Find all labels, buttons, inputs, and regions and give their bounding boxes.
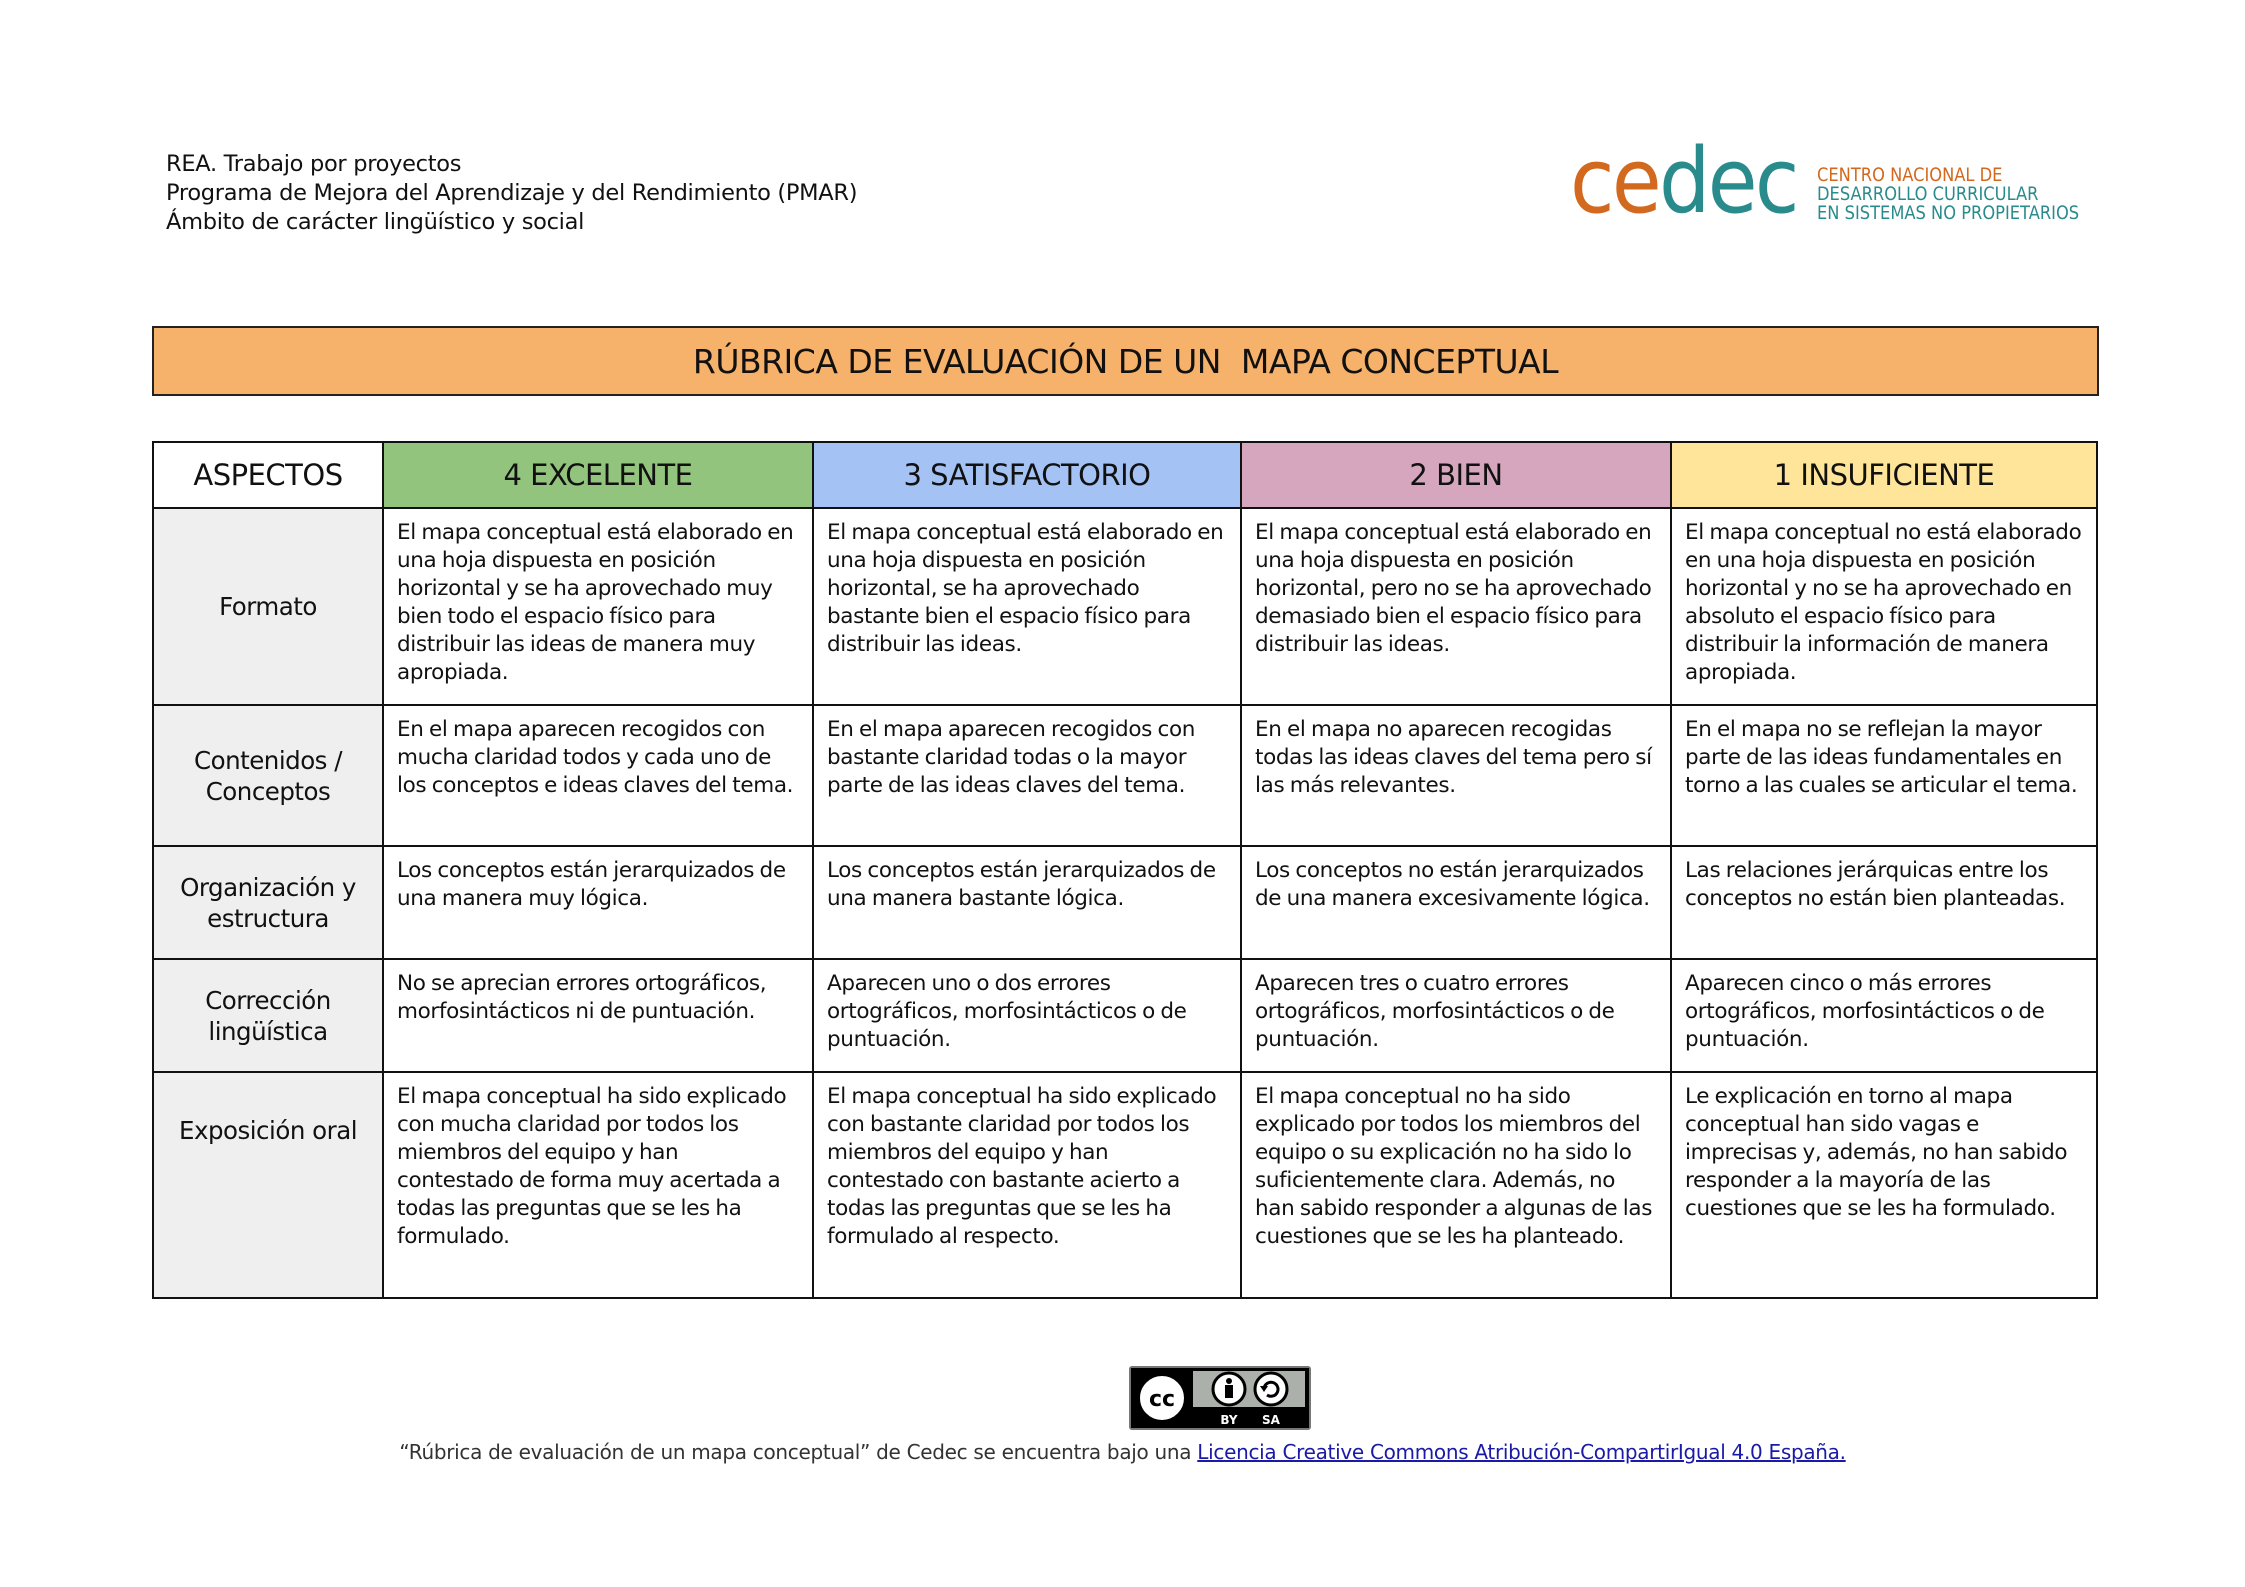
header-line-2: Programa de Mejora del Aprendizaje y del Rendimiento (PMAR) [166, 180, 858, 206]
aspect-correccion: Corrección lingüística [153, 959, 383, 1072]
table-cell: Los conceptos no están jerarquizados de una manera excesivamente lógica. [1241, 846, 1671, 959]
svg-text:cc: cc [1148, 1387, 1176, 1412]
title-banner [152, 326, 2099, 396]
header-line-3: Ámbito de carácter lingüístico y social [166, 209, 585, 235]
table-row [153, 846, 2097, 959]
header-satisfactorio: 3 SATISFACTORIO [813, 442, 1241, 508]
logo-line-1: CENTRO NACIONAL DE [1817, 165, 2003, 186]
logo-word-dec: dec [1658, 129, 1797, 234]
aspect-contenidos: Contenidos / Conceptos [153, 705, 383, 846]
share-alike-icon [1255, 1373, 1287, 1405]
table-row [153, 1072, 2097, 1298]
table-cell: El mapa conceptual ha sido explicado con bastante claridad por todos los miembros del equipo y han contestado con bastante acierto a todas las preguntas que se les ha formulado al respecto. [813, 1072, 1241, 1298]
table-cell: En el mapa aparecen recogidos con bastante claridad todas o la mayor parte de las ideas claves del tema. [813, 705, 1241, 846]
table-cell: Aparecen uno o dos errores ortográficos, morfosintácticos o de puntuación. [813, 959, 1241, 1072]
table-row [153, 959, 2097, 1072]
cc-by-label: BY [1220, 1413, 1238, 1427]
license-footer [0, 1440, 2245, 1464]
table-cell: Aparecen tres o cuatro errores ortográficos, morfosintácticos o de puntuación. [1241, 959, 1671, 1072]
table-cell: El mapa conceptual está elaborado en una hoja dispuesta en posición horizontal, se ha aprovechado bastante bien el espacio físico para distribuir las ideas. [813, 508, 1241, 705]
aspect-formato: Formato [153, 508, 383, 705]
logo-line-2: DESARROLLO CURRICULAR [1817, 184, 2039, 205]
page-title: RÚBRICA DE EVALUACIÓN DE UN MAPA CONCEPTUAL [692, 341, 1559, 381]
cc-icon [1138, 1374, 1186, 1422]
license-text: “Rúbrica de evaluación de un mapa conceptual” de Cedec se encuentra bajo una [399, 1440, 1192, 1464]
table-cell: El mapa conceptual ha sido explicado con mucha claridad por todos los miembros del equipo y han contestado de forma muy acertada a todas las preguntas que se les ha formulado. [383, 1072, 813, 1298]
table-row [153, 508, 2097, 705]
table-cell: En el mapa no aparecen recogidas todas las ideas claves del tema pero sí las más relevantes. [1241, 705, 1671, 846]
license-link[interactable]: Licencia Creative Commons Atribución-CompartirIgual 4.0 España. [1197, 1440, 1846, 1464]
rubric-table [152, 441, 2098, 1299]
header-bien: 2 BIEN [1241, 442, 1671, 508]
table-cell: El mapa conceptual está elaborado en una hoja dispuesta en posición horizontal, pero no se ha aprovechado demasiado bien el espacio físico para distribuir las ideas. [1241, 508, 1671, 705]
aspect-organizacion: Organización y estructura [153, 846, 383, 959]
table-header-row [153, 442, 2097, 508]
table-cell: El mapa conceptual no está elaborado en una hoja dispuesta en posición horizontal y no se ha aprovechado en absoluto el espacio físico para distribuir la información de manera apropiada. [1671, 508, 2097, 705]
table-cell: Aparecen cinco o más errores ortográficos, morfosintácticos o de puntuación. [1671, 959, 2097, 1072]
table-cell: No se aprecian errores ortográficos, morfosintácticos ni de puntuación. [383, 959, 813, 1072]
header-line-1: REA. Trabajo por proyectos [166, 151, 462, 177]
table-cell: Le explicación en torno al mapa conceptual han sido vagas e imprecisas y, además, no han sabido responder a la mayoría de las cuestiones que se les ha formulado. [1671, 1072, 2097, 1298]
header-excelente: 4 EXCELENTE [383, 442, 813, 508]
cc-sa-label: SA [1262, 1413, 1280, 1427]
logo-line-3: EN SISTEMAS NO PROPIETARIOS [1817, 203, 2080, 224]
document-header [166, 150, 857, 237]
table-row [153, 705, 2097, 846]
table-cell: En el mapa aparecen recogidos con mucha claridad todos y cada uno de los conceptos e ideas claves del tema. [383, 705, 813, 846]
attribution-icon [1213, 1373, 1245, 1405]
aspect-exposicion: Exposición oral [153, 1072, 383, 1298]
logo-word-ce: ce [1570, 129, 1659, 234]
header-aspectos: ASPECTOS [153, 442, 383, 508]
cedec-logo [1570, 129, 2100, 236]
table-cell: Las relaciones jerárquicas entre los conceptos no están bien planteadas. [1671, 846, 2097, 959]
table-cell: En el mapa no se reflejan la mayor parte de las ideas fundamentales en torno a las cuales se articular el tema. [1671, 705, 2097, 846]
table-cell: Los conceptos están jerarquizados de una manera muy lógica. [383, 846, 813, 959]
header-insuficiente: 1 INSUFICIENTE [1671, 442, 2097, 508]
cc-badge-graphic [1131, 1368, 1309, 1428]
cedec-logo-word [1570, 129, 1797, 234]
cedec-logo-subtitle [1817, 166, 2079, 223]
table-cell: El mapa conceptual no ha sido explicado por todos los miembros del equipo o su explicación no ha sido lo suficientemente clara. Además, no han sabido responder a algunas de las cuestiones que se les ha planteado. [1241, 1072, 1671, 1298]
table-cell: El mapa conceptual está elaborado en una hoja dispuesta en posición horizontal y se ha aprovechado muy bien todo el espacio físico para distribuir las ideas de manera muy apropiada. [383, 508, 813, 705]
cc-license-badge[interactable] [1129, 1366, 1311, 1430]
table-cell: Los conceptos están jerarquizados de una manera bastante lógica. [813, 846, 1241, 959]
